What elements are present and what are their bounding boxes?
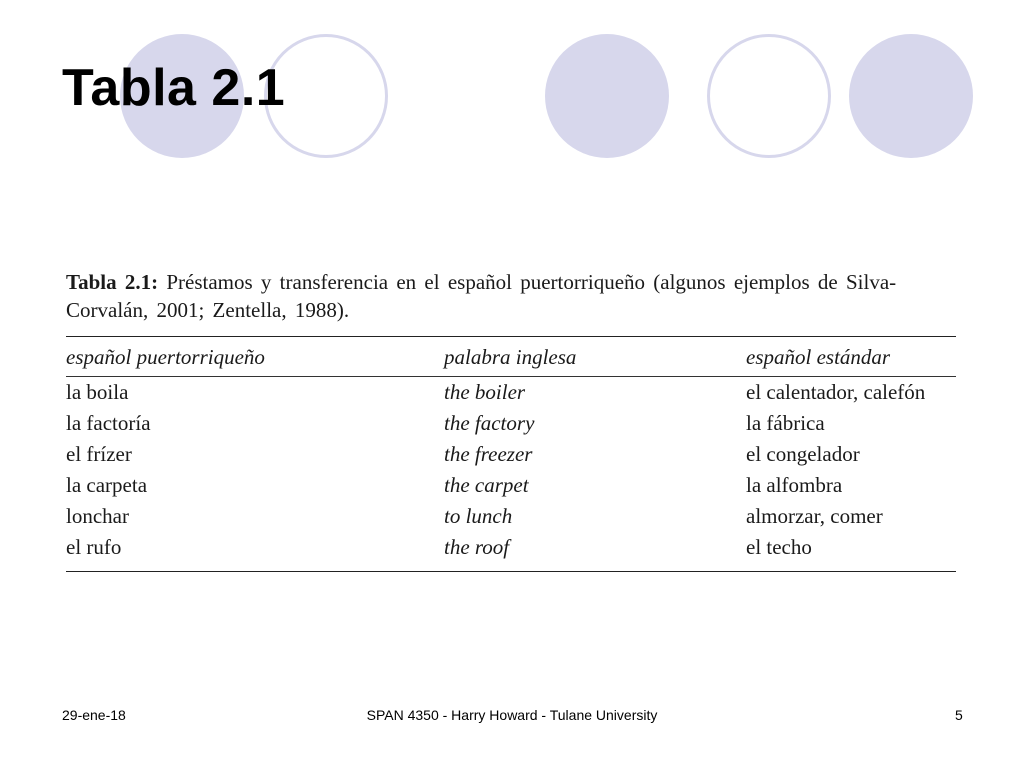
table-cell-pr: la carpeta	[66, 473, 148, 497]
slide-title: Tabla 2.1	[62, 59, 286, 117]
table-cell-std: la alfombra	[746, 473, 843, 497]
table-cell-std: el congelador	[746, 442, 860, 466]
table-cell-en: the factory	[444, 411, 535, 435]
table-cell-en: the freezer	[444, 442, 533, 466]
table-cell-std: almorzar, comer	[746, 504, 883, 528]
table-cell-en: the boiler	[444, 380, 526, 404]
table-row	[66, 532, 956, 571]
table-cell-std: la fábrica	[746, 411, 825, 435]
table-bottom-rule	[66, 571, 956, 572]
table-row	[66, 501, 956, 532]
table-cell-pr: la factoría	[66, 411, 151, 435]
table-caption	[66, 268, 956, 324]
table-cell-en: to lunch	[444, 504, 513, 528]
table-caption-text: Préstamos y transferencia en el español puertorriqueño (algunos ejemplos de Silva-Corvalán, 2001; Zentella, 1988).	[66, 270, 897, 322]
table-cell-en: the roof	[444, 535, 510, 559]
table-cell-pr: lonchar	[66, 504, 129, 528]
table-row	[66, 408, 956, 439]
table-cell-std: el calentador, calefón	[746, 380, 926, 404]
footer-date: 29-ene-18	[62, 707, 126, 723]
table-row	[66, 439, 956, 470]
table-header-row	[66, 337, 956, 376]
table-cell-en: the carpet	[444, 473, 529, 497]
table-row	[66, 470, 956, 501]
table-cell-std: el techo	[746, 535, 812, 559]
scanned-table-image	[66, 268, 956, 572]
table-row	[66, 377, 956, 408]
table-cell-pr: la boila	[66, 380, 129, 404]
table-cell-pr: el rufo	[66, 535, 122, 559]
column-header-standard-spanish: español estándar	[746, 345, 891, 369]
table-caption-lead: Tabla 2.1:	[66, 270, 159, 294]
loanword-table	[66, 337, 956, 571]
footer-page-number: 5	[955, 707, 963, 723]
table-cell-pr: el frízer	[66, 442, 132, 466]
decorative-circle-outline	[707, 34, 831, 158]
decorative-circle-filled	[849, 34, 973, 158]
column-header-puerto-rican-spanish: español puertorriqueño	[66, 345, 265, 369]
decorative-circle-filled	[545, 34, 669, 158]
footer-course: SPAN 4350 - Harry Howard - Tulane University	[366, 707, 658, 723]
column-header-english-word: palabra inglesa	[444, 345, 577, 369]
